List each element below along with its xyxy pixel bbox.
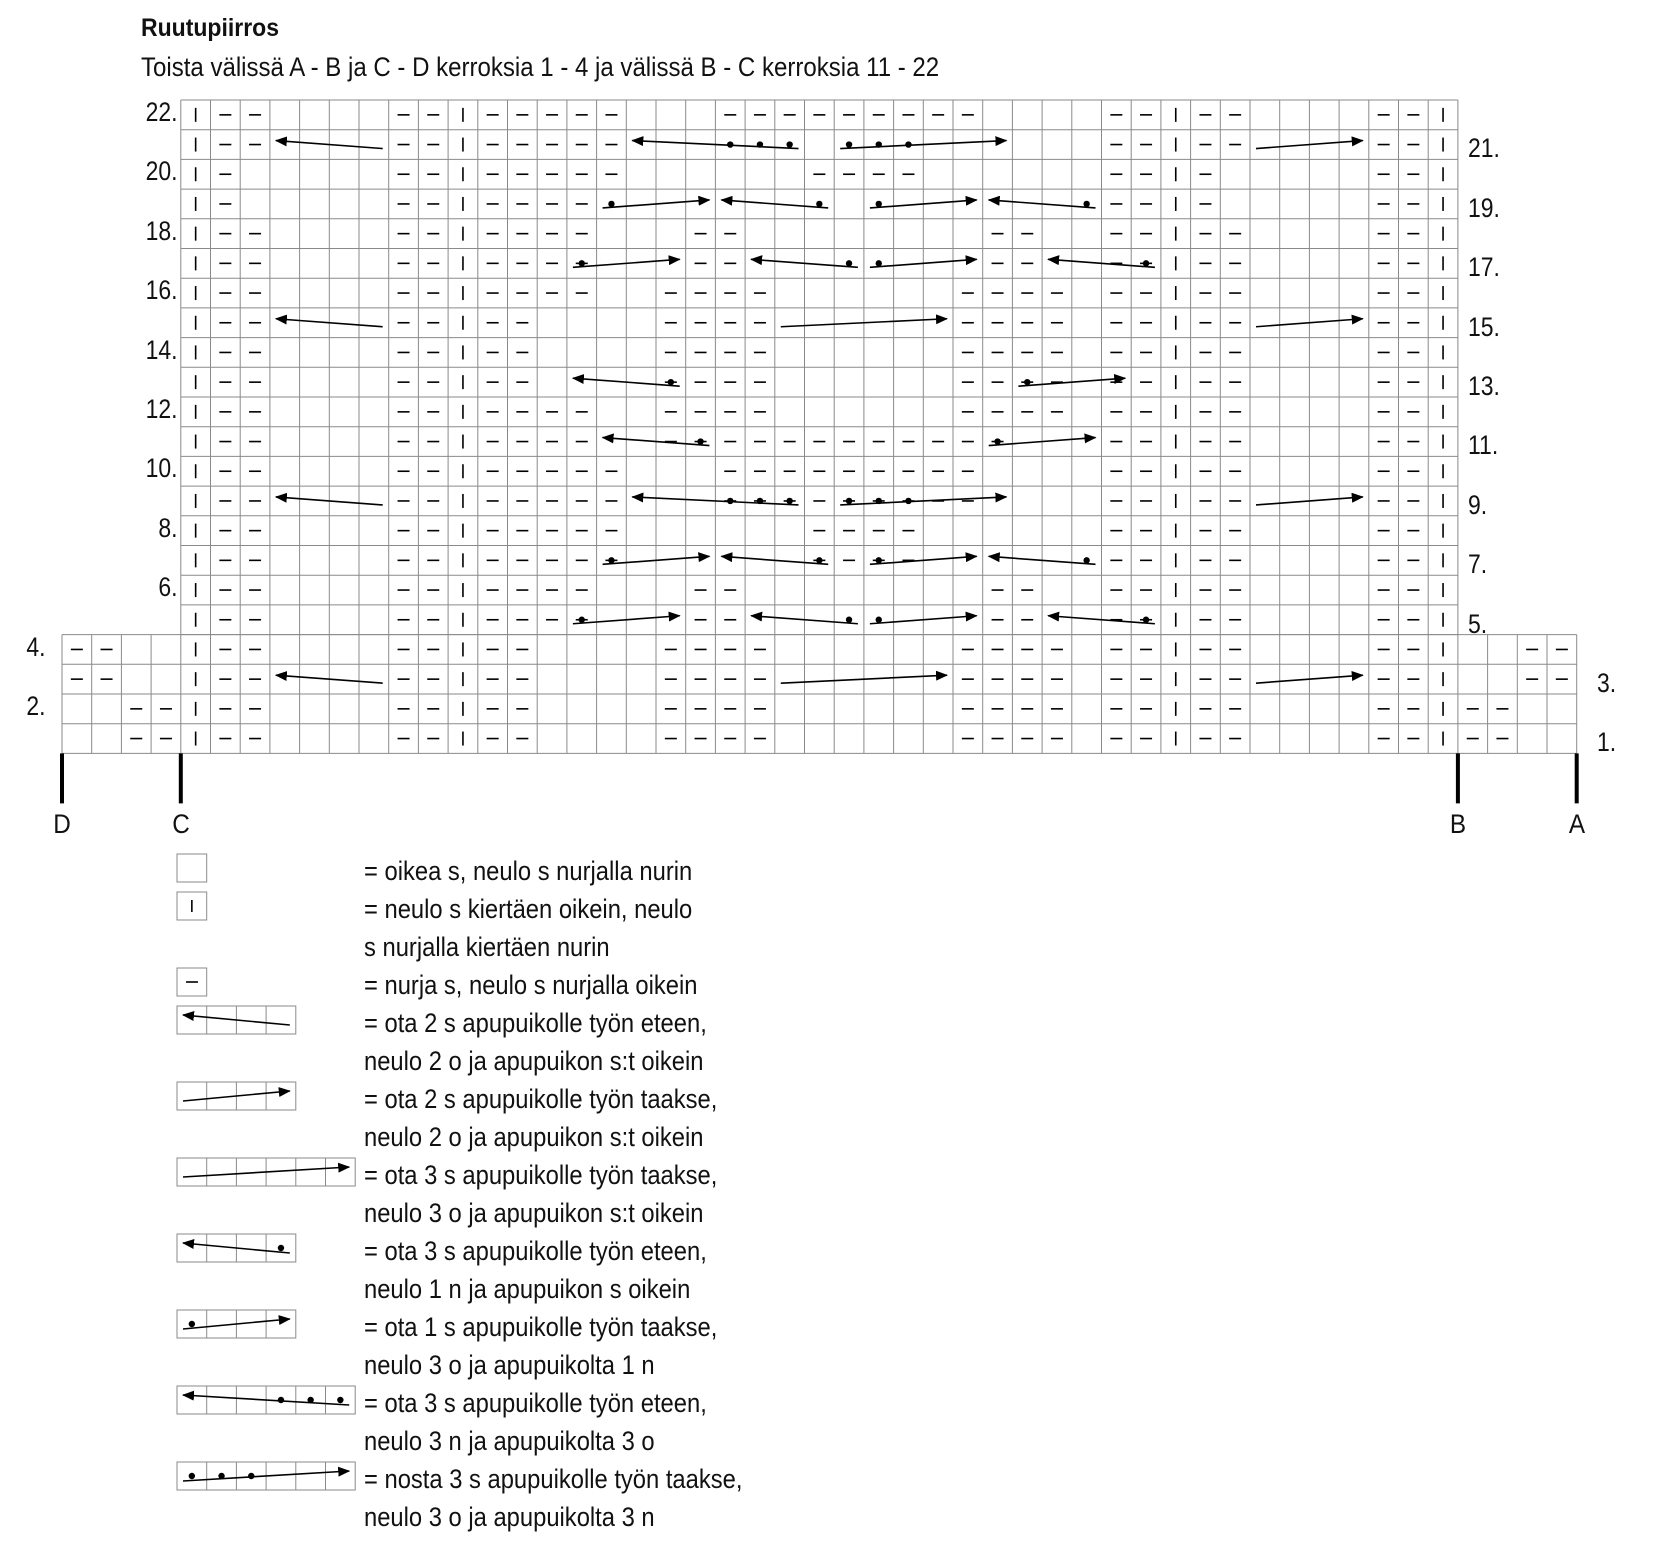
cable-2-back-icon — [177, 1082, 296, 1110]
row-label-left: 2. — [26, 691, 46, 721]
cable-2-front-icon — [177, 1006, 296, 1034]
chart-title: Ruutupiirros — [141, 14, 279, 42]
row-label-right: 17. — [1467, 252, 1500, 283]
section-mark-c: C — [172, 809, 190, 840]
legend-text: = ota 3 s apupuikolle työn taakse, — [364, 1160, 718, 1190]
legend-text: neulo 2 o ja apupuikon s:t oikein — [364, 1122, 704, 1152]
legend-text: = ota 2 s apupuikolle työn eteen, — [364, 1008, 707, 1038]
row-label-right: 1. — [1596, 727, 1616, 758]
legend-text: = oikea s, neulo s nurjalla nurin — [364, 856, 693, 886]
row-label-right: 9. — [1467, 489, 1488, 520]
legend-text: = ota 3 s apupuikolle työn eteen, — [364, 1236, 707, 1266]
row-label-right: 5. — [1467, 608, 1488, 639]
row-label-left: 4. — [26, 631, 46, 662]
legend-text: neulo 3 o ja apupuikolta 3 n — [364, 1502, 655, 1532]
row-label-left: 22. — [145, 97, 178, 127]
legend-text: = neulo s kiertäen oikein, neulo — [364, 894, 693, 924]
section-mark-b: B — [1449, 809, 1466, 840]
legend-text: neulo 2 o ja apupuikon s:t oikein — [364, 1046, 704, 1076]
row-label-left: 14. — [145, 334, 178, 365]
legend-text: = ota 3 s apupuikolle työn eteen, — [364, 1388, 707, 1418]
section-mark-a: A — [1568, 809, 1585, 840]
row-label-right: 13. — [1467, 371, 1500, 401]
row-label-right: 11. — [1467, 430, 1499, 461]
knit-square-icon — [177, 854, 207, 882]
cable-3-front-3purl-icon — [177, 1386, 355, 1414]
row-label-right: 15. — [1467, 311, 1500, 342]
twisted-stitch-icon — [177, 892, 207, 920]
legend-text: neulo 3 o ja apupuikon s:t oikein — [364, 1198, 704, 1228]
row-label-right: 3. — [1596, 668, 1616, 698]
purl-stitch-icon — [177, 968, 207, 996]
legend-text: = nosta 3 s apupuikolle työn taakse, — [364, 1464, 743, 1494]
row-label-right: 19. — [1467, 192, 1500, 223]
cable-1-back-purl-icon — [177, 1310, 296, 1338]
cable-3-front-purl-icon — [177, 1234, 296, 1262]
cable-3-back-icon — [177, 1158, 355, 1186]
row-label-left: 6. — [158, 572, 178, 603]
row-label-left: 10. — [145, 453, 178, 484]
legend-text: = ota 1 s apupuikolle työn taakse, — [364, 1312, 718, 1342]
legend-text: neulo 1 n ja apupuikon s oikein — [364, 1274, 691, 1304]
row-label-left: 16. — [145, 275, 178, 306]
row-label-right: 21. — [1467, 133, 1500, 164]
section-mark-d: D — [53, 809, 71, 840]
cable-3-back-3purl-icon — [177, 1462, 355, 1490]
chart-subtitle: Toista välissä A - B ja C - D kerroksia 1 - 4 ja välissä B - C kerroksia 11 - 22 — [141, 52, 940, 82]
row-label-right: 7. — [1467, 549, 1488, 580]
legend-text: neulo 3 o ja apupuikolta 1 n — [364, 1350, 655, 1380]
legend-text: s nurjalla kiertäen nurin — [364, 932, 610, 962]
legend-text: = nurja s, neulo s nurjalla oikein — [364, 970, 698, 1000]
legend-text: neulo 3 n ja apupuikolta 3 o — [364, 1426, 655, 1456]
legend-text: = ota 2 s apupuikolle työn taakse, — [364, 1084, 718, 1114]
row-label-left: 20. — [145, 156, 178, 187]
row-label-left: 18. — [145, 215, 178, 246]
row-label-left: 8. — [158, 512, 178, 543]
row-label-left: 12. — [145, 394, 178, 424]
